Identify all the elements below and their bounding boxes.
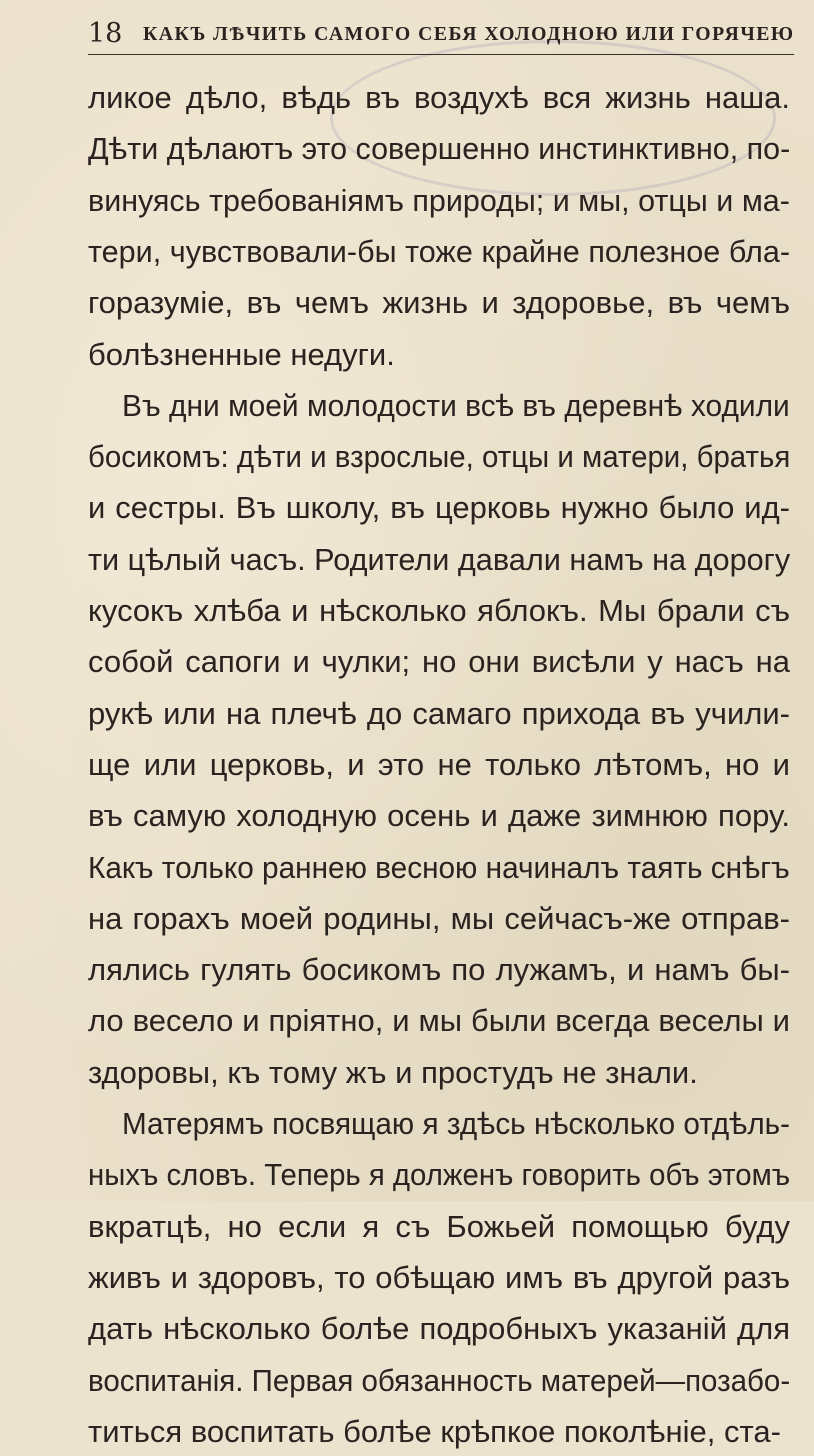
text-line: тери, чувствовали-бы тоже крайне полезное бла-: [88, 233, 791, 269]
text-line: лялись гулять босикомъ по лужамъ, и намъ бы-: [88, 952, 790, 988]
text-line: босикомъ: дѣти и взрослые, отцы и матери, братья: [88, 439, 791, 475]
text-line: въ самую холодную осень и даже зимнюю пору.: [88, 798, 790, 834]
text-line: вкратцѣ, но если я съ Божьей помощью буду: [88, 1208, 790, 1244]
text-line: собой сапоги и чулки; но они висѣли у насъ на: [88, 644, 790, 680]
header-rule: [88, 54, 794, 55]
page-header: [88, 14, 794, 54]
text-line: живъ и здоровъ, то обѣщаю имъ въ другой разъ: [88, 1259, 790, 1295]
text-line: винуясь требованiямъ природы; и мы, отцы и ма-: [88, 182, 790, 218]
text-line: Матерямъ посвящаю я здѣсь нѣсколько отдѣль-: [122, 1106, 790, 1141]
text-line: здоровы, къ тому жъ и простудъ не знали.: [88, 1054, 698, 1090]
text-line: рукѣ или на плечѣ до самаго прихода въ учили-: [88, 695, 790, 731]
text-line: ти цѣлый часъ. Родители давали намъ на дорогу: [88, 541, 791, 577]
text-line: ло весело и прiятно, и мы были всегда веселы и: [88, 1003, 790, 1039]
text-line: кусокъ хлѣба и нѣсколько яблокъ. Мы брали съ: [88, 593, 790, 628]
text-line: и сестры. Въ школу, въ церковь нужно было ид-: [88, 490, 790, 526]
text-line: Въ дни моей молодости всѣ въ деревнѣ ходили: [122, 387, 790, 423]
text-line: на горахъ моей родины, мы сейчасъ-же отправ-: [88, 900, 790, 936]
running-head: КАКЪ ЛѢЧИТЬ САМОГО СЕБЯ ХОЛОДНОЮ ИЛИ ГОРЯЧЕЮ: [143, 23, 795, 45]
text-line: ще или церковь, и это не только лѣтомъ, но и: [88, 746, 790, 782]
text-line: болѣзненные недуги.: [88, 336, 395, 372]
text-line: воспитанiя. Первая обязанность матерей—позабо-: [88, 1362, 791, 1398]
text-line: ныхъ словъ. Теперь я долженъ говорить объ этомъ: [88, 1157, 791, 1193]
text-line: дать нѣсколько болѣе подробныхъ указанiй для: [88, 1311, 790, 1347]
text-line: Какъ только раннею весною начиналъ таять снѣгъ: [88, 849, 790, 885]
page-number: 18: [88, 18, 123, 49]
text-line: ликое дѣло, вѣдь въ воздухѣ вся жизнь наша.: [88, 80, 790, 115]
text-line: горазумiе, въ чемъ жизнь и здоровье, въ чемъ: [88, 285, 790, 321]
text-line: титься воспитать болѣе крѣпкое поколѣнiе, ста-: [88, 1413, 781, 1449]
text-line: Дѣти дѣлаютъ это совершенно инстинктивно, по-: [88, 131, 791, 167]
